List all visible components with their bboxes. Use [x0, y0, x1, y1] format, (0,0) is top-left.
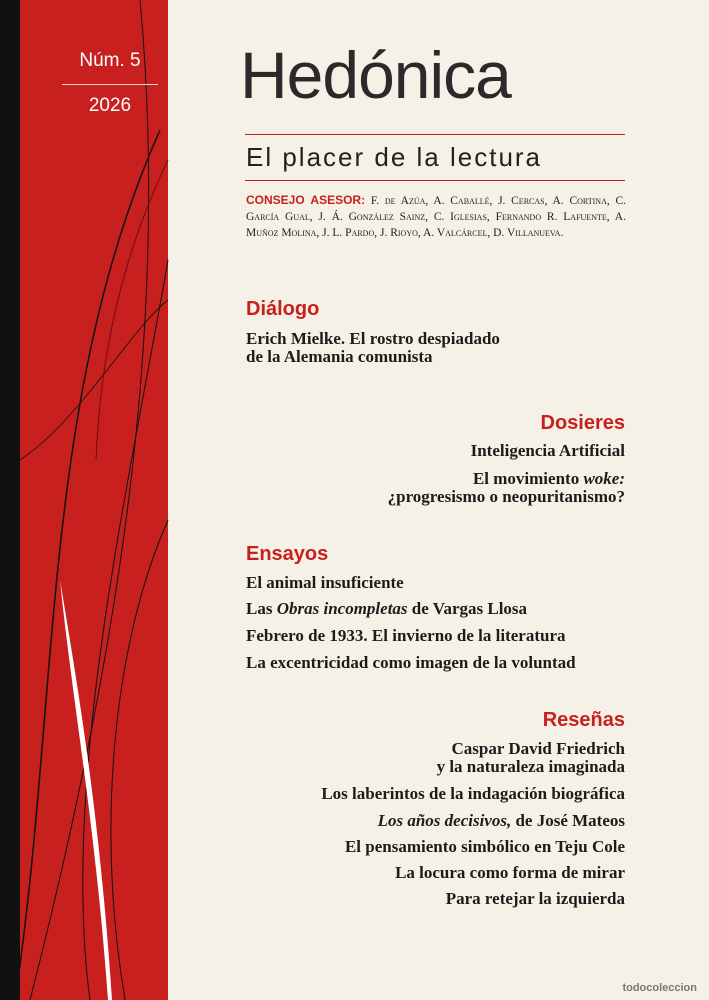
item-text: Las — [246, 599, 277, 618]
resenas-item: Los laberintos de la indagación biográfica — [321, 784, 625, 803]
issue-block — [62, 50, 158, 117]
resenas-item: El pensamiento simbólico en Teju Cole — [344, 837, 625, 856]
resenas-item: Caspar David Friedrich — [451, 739, 625, 758]
board-label: CONSEJO ASESOR: — [246, 193, 366, 207]
masthead-rule-bottom — [245, 180, 625, 181]
ensayos-item — [246, 598, 527, 619]
ensayos-item: La excentricidad como imagen de la voluntad — [246, 653, 576, 672]
item-emphasis: Los años decisivos, — [377, 811, 512, 830]
issue-number: Núm. 5 — [79, 50, 141, 71]
item-emphasis: woke: — [583, 469, 625, 488]
section-title-dialogo: Diálogo — [246, 298, 320, 320]
decorative-curves — [0, 0, 180, 1000]
dialogo-line-2: de la Alemania comunista — [246, 347, 433, 366]
item-text: El movimiento — [472, 469, 584, 488]
magazine-subtitle: El placer de la lectura — [246, 142, 543, 172]
issue-divider — [62, 84, 158, 85]
dosieres-item-line-2: ¿progresismo o neopuritanismo? — [387, 487, 625, 506]
section-title-resenas: Reseñas — [542, 709, 625, 731]
resenas-item — [378, 810, 625, 831]
watermark: todocoleccion — [622, 982, 697, 994]
item-emphasis: Obras incompletas — [276, 599, 408, 618]
dosieres-item: Inteligencia Artificial — [470, 441, 625, 460]
resenas-item: La locura como forma de mirar — [395, 863, 625, 882]
dialogo-line-1: Erich Mielke. El rostro despiadado — [246, 329, 500, 348]
item-text: de Vargas Llosa — [407, 599, 528, 618]
section-title-ensayos: Ensayos — [246, 543, 329, 565]
item-text: de José Mateos — [511, 811, 625, 830]
section-title-dosieres: Dosieres — [540, 412, 625, 434]
magazine-title: Hedónica — [240, 38, 511, 112]
resenas-item: Para retejar la izquierda — [445, 889, 625, 908]
resenas-item-line-2: y la naturaleza imaginada — [436, 757, 625, 776]
ensayos-item: Febrero de 1933. El invierno de la literatura — [246, 626, 566, 645]
masthead-rule-top — [245, 134, 625, 135]
board-members: F. de Azúa, A. Caballé, J. Cercas, A. Cortina, C. García Gual, J. Á. González Sainz, C. Iglesias, Fernando R. Lafuente, A. Muñoz Molina, J. L. Pardo, J. Rioyo, A. Valcárcel, D. Villanueva. — [246, 195, 627, 239]
advisory-board — [246, 192, 626, 241]
ensayos-item: El animal insuficiente — [246, 573, 404, 592]
issue-year: 2026 — [88, 95, 132, 116]
